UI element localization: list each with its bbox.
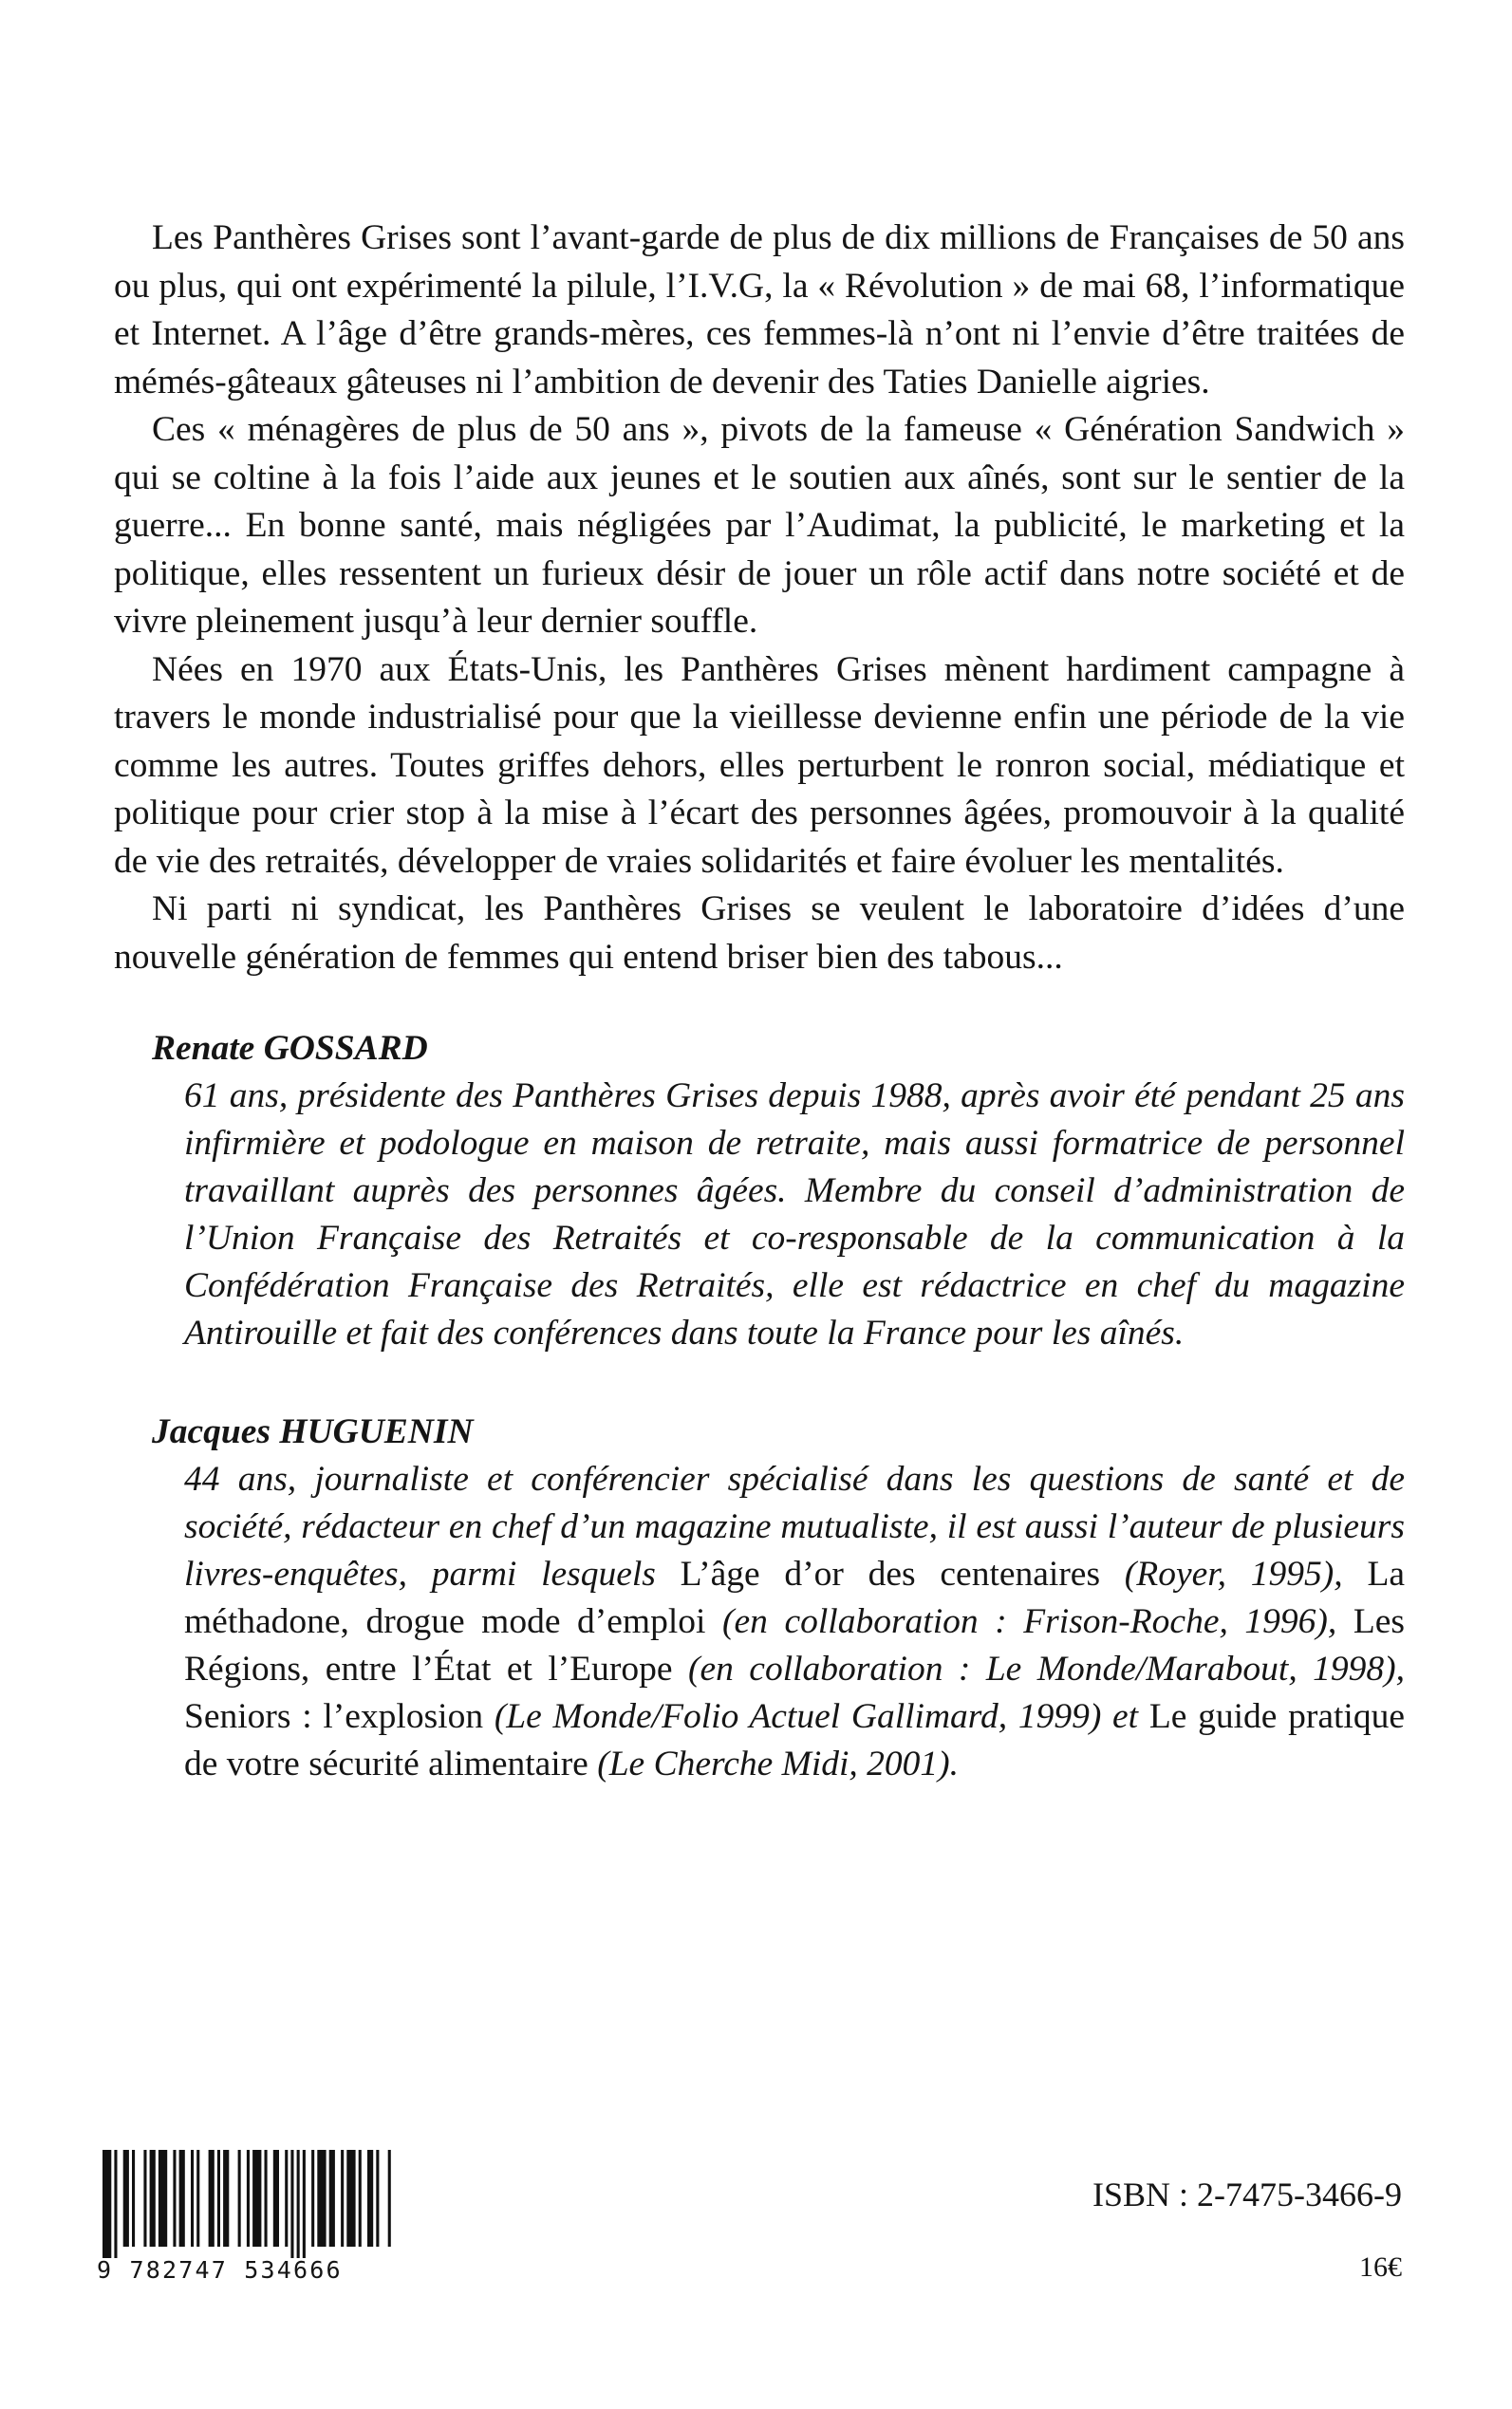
- book-title: Les Régions, entre l’État et l’Europe: [184, 1602, 1406, 1689]
- barcode-bar: [150, 2150, 156, 2247]
- barcode-bar: [265, 2150, 268, 2247]
- blurb-paragraph-4: Ni parti ni syndicat, les Panthères Grises se veulent le laboratoire d’idées d’une nouvelle génération de femmes qui entend briser bien des tabous...: [114, 889, 1405, 977]
- barcode-bar: [238, 2150, 241, 2247]
- barcode-bar: [196, 2150, 199, 2247]
- barcode-bar: [223, 2150, 229, 2247]
- barcode-bar: [290, 2150, 293, 2258]
- barcode-bar: [209, 2150, 215, 2247]
- barcode-graphic: [97, 2150, 391, 2258]
- barcode-bar: [297, 2150, 300, 2258]
- barcode-bar: [273, 2150, 279, 2247]
- book-reference: (en collaboration : Frison-Roche, 1996),: [705, 1602, 1353, 1641]
- blurb-paragraph-3: Nées en 1970 aux États-Unis, les Panthères Grises mènent hardiment campagne à travers le monde industrialisé pour que la vieillesse devienne enfin une période de la vie comme les autres. Toutes griffes dehors, elles perturbent le ronron social, médiatique et politique pour crier stop à la mise à l’écart des personnes âgées, promouvoir à la qualité de vie des retraités, développer de vraies solidarités et faire évoluer les mentalités.: [114, 649, 1405, 881]
- barcode-bar: [123, 2150, 129, 2247]
- author-bio-text-gossard: 61 ans, présidente des Panthères Grises depuis 1988, après avoir été pendant 25 ans infirmière et podologue en maison de retraite, mais aussi formatrice de personnel travaillant auprès des personnes âgées. Membre du conseil d’administration de l’Union Française des Retraités et co-responsable de la communication à la Confédération Française des Retraités, elle est rédactrice en chef du magazine Antirouille et fait des conférences dans toute la France pour les aînés.: [184, 1076, 1405, 1353]
- barcode-bar: [247, 2150, 250, 2247]
- author-name-huguenin: Jacques HUGUENIN: [152, 1412, 474, 1451]
- author-bio-gossard: [114, 1025, 1405, 1357]
- book-reference: (en collaboration : Le Monde/Marabout, 1998),: [672, 1650, 1405, 1689]
- barcode-bar: [217, 2150, 220, 2247]
- barcode-bar: [173, 2150, 176, 2247]
- barcode-bar: [311, 2150, 314, 2247]
- barcode-bar: [376, 2150, 379, 2247]
- blurb-paragraph-1: Les Panthères Grises sont l’avant-garde de plus de dix millions de Françaises de 50 ans ou plus, qui ont expérimenté la pilule, l’I.V.G, la « Révolution » de mai 68, l’informatique et Internet. A l’âge d’être grands-mères, ces femmes-là n’ont ni l’envie d’être traitées de mémés-gâteaux gâteuses ni l’ambition de devenir des Taties Danielle aigries.: [114, 218, 1405, 402]
- barcode-bar: [191, 2150, 194, 2247]
- isbn-label: ISBN : 2-7475-3466-9: [1092, 2176, 1402, 2213]
- barcode-bar: [388, 2150, 391, 2247]
- book-reference: (Le Monde/Folio Actuel Gallimard, 1999) et: [483, 1697, 1149, 1736]
- book-reference: (Royer, 1995),: [1100, 1555, 1368, 1594]
- book-title: Le guide pratique de votre sécurité alimentaire: [184, 1697, 1405, 1783]
- barcode-bar: [317, 2150, 326, 2247]
- barcode-bar: [114, 2150, 117, 2258]
- author-bio-text-huguenin: [114, 1456, 1405, 1788]
- barcode: [97, 2150, 391, 2287]
- book-title: L’âge d’or des centenaires: [680, 1555, 1101, 1594]
- blurb: [114, 215, 1405, 1788]
- barcode-bar: [143, 2150, 146, 2247]
- book-title: Seniors : l’explosion: [184, 1697, 484, 1736]
- barcode-bars: [97, 2150, 391, 2258]
- barcode-bar: [303, 2150, 306, 2258]
- barcode-bar: [132, 2150, 135, 2247]
- barcode-bar: [329, 2150, 335, 2247]
- book-reference: (Le Cherche Midi, 2001).: [588, 1745, 960, 1783]
- author-bio-huguenin: [114, 1409, 1405, 1788]
- price-label: 16€: [1359, 2251, 1402, 2283]
- author-name-gossard: Renate GOSSARD: [152, 1029, 428, 1068]
- barcode-bar: [346, 2150, 355, 2247]
- barcode-digits: 9 782747 534666: [97, 2256, 343, 2284]
- barcode-bar: [359, 2150, 362, 2247]
- barcode-bar: [159, 2150, 167, 2247]
- barcode-bar: [341, 2150, 344, 2247]
- book-title: La méthadone, drogue mode d’emploi: [184, 1555, 1405, 1641]
- barcode-bar: [179, 2150, 185, 2247]
- barcode-bar: [252, 2150, 261, 2247]
- barcode-bar: [367, 2150, 373, 2247]
- bio-intro: 44 ans, journaliste et conférencier spécialisé dans les questions de santé et de société, rédacteur en chef d’un magazine mutualiste, il est aussi l’auteur de plusieurs livres-enquêtes, parmi lesquels: [184, 1460, 1405, 1594]
- blurb-paragraph-2: Ces « ménagères de plus de 50 ans », pivots de la fameuse « Génération Sandwich » qui se coltine à la fois l’aide aux jeunes et le soutien aux aînés, sont sur le sentier de la guerre... En bonne santé, mais négligées par l’Audimat, la publicité, le marketing et la politique, elles ressentent un furieux désir de jouer un rôle actif dans notre société et de vivre pleinement jusqu’à leur dernier souffle.: [114, 410, 1405, 641]
- barcode-bar: [285, 2150, 288, 2247]
- barcode-bar: [103, 2150, 111, 2258]
